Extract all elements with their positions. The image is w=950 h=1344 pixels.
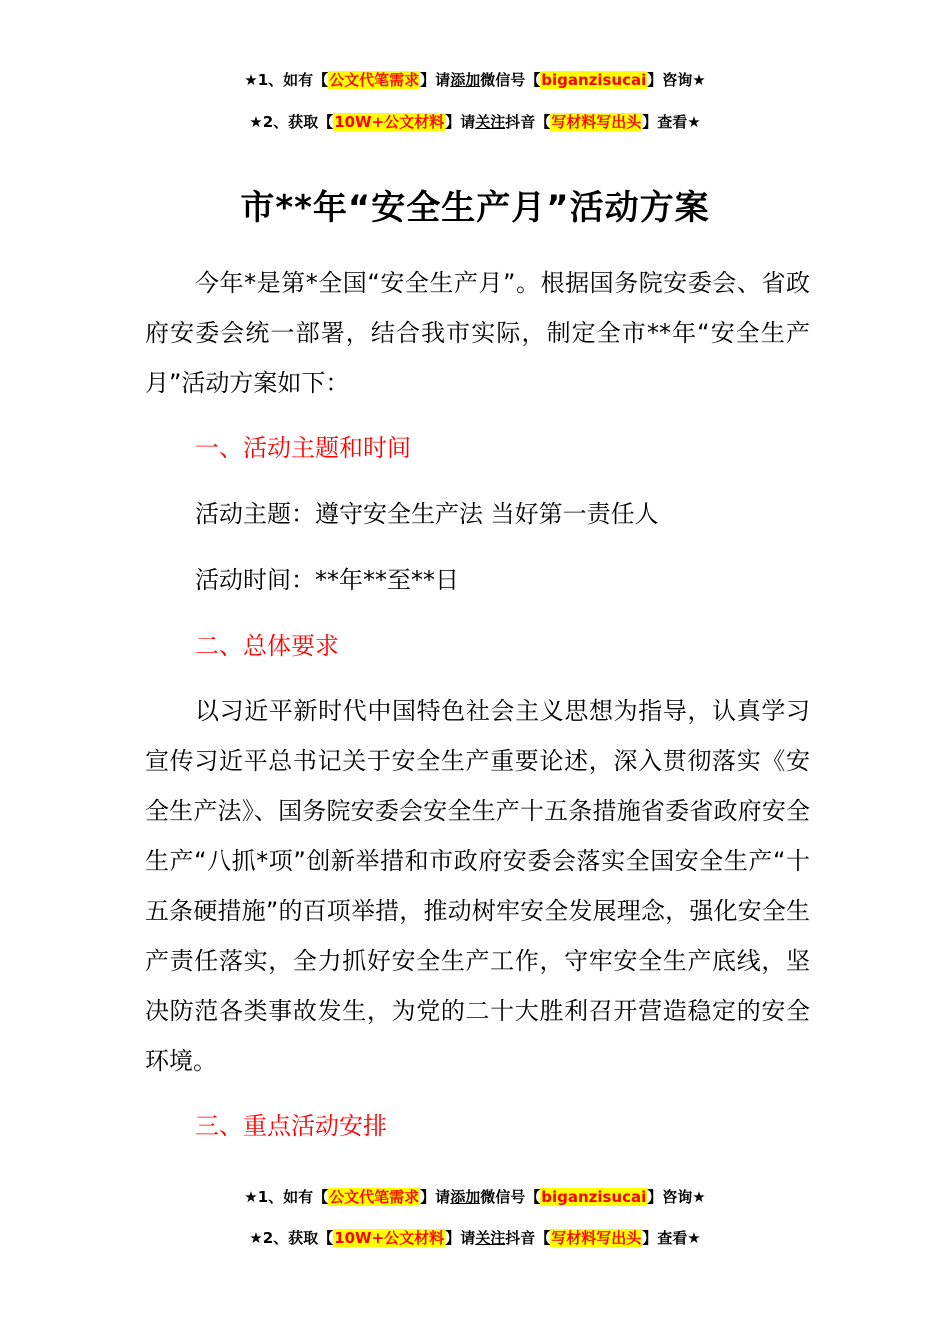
requirements-paragraph: 以习近平新时代中国特色社会主义思想为指导，认真学习宣传习近平总书记关于安全生产重要论述，深入贯彻落实《安全生产法》、国务院安委会安全生产十五条措施省委省政府安全生产“八抓*项”创新举措和市政府安委会落实全国安全生产“十五条硬措施”的百项举措，推动树牢安全发展理念，强化安全生产责任落实，全力抓好安全生产工作，守牢安全生产底线，坚决防范各类事故发生，为党的二十大胜利召开营造稳定的安全环境。 — [145, 697, 810, 1075]
promo-text: 抖音【 — [505, 113, 551, 131]
section-heading-2: 二、总体要求 — [195, 632, 339, 660]
promo-text: 微信号【 — [480, 71, 541, 89]
intro-paragraph: 今年*是第*全国“安全生产月”。根据国务院安委会、省政府安委会统一部署，结合我市实际，制定全市**年“安全生产月”活动方案如下： — [145, 269, 810, 397]
promo-highlight-douyin: 写材料写出头 — [551, 113, 642, 131]
promo-text: 微信号【 — [480, 1188, 541, 1206]
activity-theme: 活动主题：遵守安全生产法 当好第一责任人 — [195, 500, 659, 528]
promo-highlight: 10W+公文材料 — [334, 113, 445, 131]
document-title: 市**年“安全生产月”活动方案 — [240, 188, 710, 228]
promo-text: 】请 — [445, 113, 476, 131]
promo-line-2 — [0, 112, 950, 132]
promo-highlight: 10W+公文材料 — [334, 1229, 445, 1247]
promo-highlight: 公文代笔需求 — [329, 71, 420, 89]
promo-text: ★1、如有【 — [244, 1188, 329, 1206]
promo-underlined: 关注 — [475, 1229, 506, 1247]
promo-text: 】咨询★ — [647, 1188, 706, 1206]
promo-text: 】请 — [445, 1229, 476, 1247]
promo-highlight: 公文代笔需求 — [329, 1188, 420, 1206]
section-heading-1: 一、活动主题和时间 — [195, 434, 411, 462]
promo-highlight-douyin: 写材料写出头 — [551, 1229, 642, 1247]
promo-text: ★2、获取【 — [249, 1229, 334, 1247]
promo-text: ★2、获取【 — [249, 113, 334, 131]
promo-underlined: 添加 — [450, 71, 481, 89]
promo-text: 】查看★ — [642, 113, 701, 131]
promo-text: 】请 — [420, 71, 451, 89]
promo-text: 】查看★ — [642, 1229, 701, 1247]
section-heading-3: 三、重点活动安排 — [195, 1112, 387, 1140]
promo-line-1-bottom — [0, 1187, 950, 1207]
activity-time: 活动时间：**年**至**日 — [195, 566, 459, 594]
promo-line-2-bottom — [0, 1228, 950, 1248]
promo-underlined: 添加 — [450, 1188, 481, 1206]
promo-text: 】请 — [420, 1188, 451, 1206]
promo-text: 抖音【 — [505, 1229, 551, 1247]
promo-text: 】咨询★ — [647, 71, 706, 89]
promo-highlight-wechat: biganzisucai — [541, 1188, 647, 1206]
promo-highlight-wechat: biganzisucai — [541, 71, 647, 89]
promo-underlined: 关注 — [475, 113, 506, 131]
promo-line-1 — [0, 70, 950, 90]
promo-text: ★1、如有【 — [244, 71, 329, 89]
